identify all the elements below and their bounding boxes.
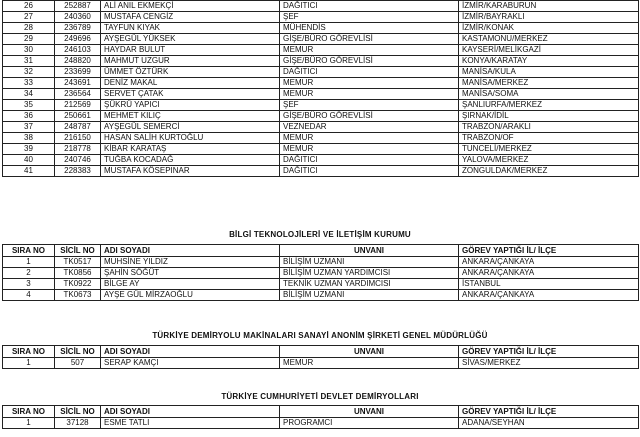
cell-unvani: ŞEF	[280, 100, 459, 111]
cell-sicil-no: 248787	[55, 122, 101, 133]
cell-adi-soyadi: AYŞEGÜL SEMERCİ	[101, 122, 280, 133]
cell-sicil-no: 37128	[55, 418, 101, 429]
cell-sicil-no: TK0856	[55, 268, 101, 279]
cell-gorev-yeri: İZMİR/KARABURUN	[459, 1, 639, 12]
cell-gorev-yeri: KONYA/KARATAY	[459, 56, 639, 67]
cell-gorev-yeri: KASTAMONU/MERKEZ	[459, 34, 639, 45]
cell-unvani: MEMUR	[280, 89, 459, 100]
table-row	[3, 23, 639, 34]
table-row	[3, 34, 639, 45]
header-sicil-no: SİCİL NO	[55, 406, 101, 418]
cell-gorev-yeri: KAYSERİ/MELİKGAZİ	[459, 45, 639, 56]
cell-gorev-yeri: İSTANBUL	[459, 279, 639, 290]
cell-adi-soyadi: KİBAR KARATAŞ	[101, 144, 280, 155]
cell-sicil-no: 228383	[55, 166, 101, 177]
table-row	[3, 78, 639, 89]
cell-gorev-yeri: MANİSA/SOMA	[459, 89, 639, 100]
cell-adi-soyadi: BİLGE AY	[101, 279, 280, 290]
cell-sira-no: 4	[3, 290, 55, 301]
cell-adi-soyadi: ÜMMET ÖZTÜRK	[101, 67, 280, 78]
table-row	[3, 56, 639, 67]
cell-adi-soyadi: HASAN SALİH KURTOĞLU	[101, 133, 280, 144]
cell-unvani: MEMUR	[280, 45, 459, 56]
cell-sira-no: 33	[3, 78, 55, 89]
cell-gorev-yeri: ADANA/SEYHAN	[459, 418, 639, 429]
cell-sira-no: 29	[3, 34, 55, 45]
table-row	[3, 166, 639, 177]
cell-adi-soyadi: MUSTAFA KÖSEPINAR	[101, 166, 280, 177]
cell-sira-no: 26	[3, 1, 55, 12]
cell-sira-no: 27	[3, 12, 55, 23]
cell-adi-soyadi: MUHSİNE YILDIZ	[101, 257, 280, 268]
cell-unvani: MÜHENDİS	[280, 23, 459, 34]
cell-sira-no: 39	[3, 144, 55, 155]
cell-unvani: DAĞITICI	[280, 67, 459, 78]
cell-unvani: GİŞE/BÜRO GÖREVLİSİ	[280, 34, 459, 45]
cell-gorev-yeri: YALOVA/MERKEZ	[459, 155, 639, 166]
header-unvani: UNVANI	[280, 346, 459, 358]
cell-unvani: DAĞITICI	[280, 155, 459, 166]
cell-gorev-yeri: TRABZON/ARAKLI	[459, 122, 639, 133]
header-unvani: UNVANI	[280, 245, 459, 257]
section-title-btk: BİLGİ TEKNOLOJİLERİ VE İLETİŞİM KURUMU	[229, 230, 411, 239]
cell-unvani: DAĞITICI	[280, 166, 459, 177]
cell-sicil-no: 240746	[55, 155, 101, 166]
header-gorev-yeri: GÖREV YAPTIĞI İL/ İLÇE	[459, 406, 639, 418]
table-row	[3, 111, 639, 122]
cell-sicil-no: 236564	[55, 89, 101, 100]
cell-adi-soyadi: TAYFUN KIYAK	[101, 23, 280, 34]
table-row	[3, 67, 639, 78]
cell-sicil-no: TK0922	[55, 279, 101, 290]
cell-unvani: DAĞITICI	[280, 1, 459, 12]
header-sicil-no: SİCİL NO	[55, 346, 101, 358]
header-unvani: UNVANI	[280, 406, 459, 418]
table-row	[3, 12, 639, 23]
cell-sicil-no: TK0517	[55, 257, 101, 268]
table-row	[3, 358, 639, 369]
table-row	[3, 257, 639, 268]
cell-gorev-yeri: ANKARA/ÇANKAYA	[459, 257, 639, 268]
cell-sicil-no: 246103	[55, 45, 101, 56]
cell-sicil-no: 252887	[55, 1, 101, 12]
cell-sira-no: 38	[3, 133, 55, 144]
cell-gorev-yeri: SİVAS/MERKEZ	[459, 358, 639, 369]
cell-gorev-yeri: TRABZON/OF	[459, 133, 639, 144]
table-header-row	[3, 406, 639, 418]
table-row	[3, 268, 639, 279]
table-row	[3, 1, 639, 12]
cell-sira-no: 1	[3, 257, 55, 268]
cell-sira-no: 32	[3, 67, 55, 78]
cell-sicil-no: TK0673	[55, 290, 101, 301]
cell-gorev-yeri: ŞANLIURFA/MERKEZ	[459, 100, 639, 111]
cell-gorev-yeri: ZONGULDAK/MERKEZ	[459, 166, 639, 177]
table-row	[3, 122, 639, 133]
cell-gorev-yeri: İZMİR/BAYRAKLI	[459, 12, 639, 23]
cell-unvani: ŞEF	[280, 12, 459, 23]
header-gorev-yeri: GÖREV YAPTIĞI İL/ İLÇE	[459, 245, 639, 257]
header-sira-no: SIRA NO	[3, 406, 55, 418]
cell-adi-soyadi: MUSTAFA CENGİZ	[101, 12, 280, 23]
cell-unvani: VEZNEDAR	[280, 122, 459, 133]
cell-adi-soyadi: ŞÜKRÜ YAPICI	[101, 100, 280, 111]
table-row	[3, 418, 639, 429]
section-title-tudemsas: TÜRKİYE DEMİRYOLU MAKİNALARI SANAYİ ANONİM ŞİRKETİ GENEL MÜDÜRLÜĞÜ	[152, 331, 488, 340]
cell-sira-no: 31	[3, 56, 55, 67]
cell-gorev-yeri: ANKARA/ÇANKAYA	[459, 268, 639, 279]
cell-adi-soyadi: SERAP KAMÇI	[101, 358, 280, 369]
cell-sira-no: 1	[3, 358, 55, 369]
cell-unvani: BİLİŞİM UZMANI	[280, 290, 459, 301]
cell-sicil-no: 248820	[55, 56, 101, 67]
table-row	[3, 290, 639, 301]
cell-adi-soyadi: AYŞE GÜL MİRZAOĞLU	[101, 290, 280, 301]
cell-unvani: GİŞE/BÜRO GÖREVLİSİ	[280, 111, 459, 122]
cell-gorev-yeri: ŞIRNAK/İDİL	[459, 111, 639, 122]
table-row	[3, 89, 639, 100]
cell-sira-no: 35	[3, 100, 55, 111]
cell-sira-no: 37	[3, 122, 55, 133]
cell-adi-soyadi: AYŞEGÜL YÜKSEK	[101, 34, 280, 45]
cell-adi-soyadi: TUĞBA KOCADAĞ	[101, 155, 280, 166]
table-row	[3, 279, 639, 290]
cell-sicil-no: 233699	[55, 67, 101, 78]
header-adi-soyadi: ADI SOYADI	[101, 406, 280, 418]
cell-unvani: TEKNİK UZMAN YARDIMCISI	[280, 279, 459, 290]
cell-sira-no: 41	[3, 166, 55, 177]
personnel-table-continued	[2, 0, 639, 177]
cell-adi-soyadi: ALİ ANIL EKMEKÇİ	[101, 1, 280, 12]
cell-sicil-no: 250661	[55, 111, 101, 122]
cell-sira-no: 1	[3, 418, 55, 429]
cell-sicil-no: 236789	[55, 23, 101, 34]
cell-sicil-no: 249696	[55, 34, 101, 45]
cell-sicil-no: 212569	[55, 100, 101, 111]
header-adi-soyadi: ADI SOYADI	[101, 346, 280, 358]
cell-sira-no: 34	[3, 89, 55, 100]
table-row	[3, 45, 639, 56]
cell-unvani: MEMUR	[280, 133, 459, 144]
header-sira-no: SIRA NO	[3, 245, 55, 257]
header-sira-no: SIRA NO	[3, 346, 55, 358]
personnel-table-btk	[2, 244, 639, 301]
cell-unvani: MEMUR	[280, 144, 459, 155]
cell-sicil-no: 216150	[55, 133, 101, 144]
cell-sira-no: 2	[3, 268, 55, 279]
personnel-table-tudemsas	[2, 345, 639, 369]
table-header-row	[3, 245, 639, 257]
cell-gorev-yeri: MANİSA/MERKEZ	[459, 78, 639, 89]
cell-unvani: MEMUR	[280, 78, 459, 89]
cell-sicil-no: 218778	[55, 144, 101, 155]
cell-adi-soyadi: MAHMUT UZGUR	[101, 56, 280, 67]
cell-gorev-yeri: İZMİR/KONAK	[459, 23, 639, 34]
cell-gorev-yeri: TUNCELİ/MERKEZ	[459, 144, 639, 155]
table-row	[3, 144, 639, 155]
cell-sicil-no: 507	[55, 358, 101, 369]
table-row	[3, 100, 639, 111]
cell-adi-soyadi: ESME TATLI	[101, 418, 280, 429]
cell-gorev-yeri: ANKARA/ÇANKAYA	[459, 290, 639, 301]
cell-unvani: BİLİŞİM UZMANI	[280, 257, 459, 268]
header-gorev-yeri: GÖREV YAPTIĞI İL/ İLÇE	[459, 346, 639, 358]
cell-sira-no: 40	[3, 155, 55, 166]
cell-unvani: PROGRAMCI	[280, 418, 459, 429]
personnel-table-tcdd	[2, 405, 639, 429]
cell-adi-soyadi: ŞAHİN SÖĞÜT	[101, 268, 280, 279]
cell-gorev-yeri: MANİSA/KULA	[459, 67, 639, 78]
cell-sicil-no: 243691	[55, 78, 101, 89]
cell-sira-no: 36	[3, 111, 55, 122]
cell-sira-no: 28	[3, 23, 55, 34]
section-title-tcdd: TÜRKİYE CUMHURİYETİ DEVLET DEMİRYOLLARI	[221, 392, 419, 401]
cell-adi-soyadi: HAYDAR BULUT	[101, 45, 280, 56]
cell-unvani: MEMUR	[280, 358, 459, 369]
cell-adi-soyadi: MEHMET KILIÇ	[101, 111, 280, 122]
header-adi-soyadi: ADI SOYADI	[101, 245, 280, 257]
cell-sicil-no: 240360	[55, 12, 101, 23]
header-sicil-no: SİCİL NO	[55, 245, 101, 257]
cell-sira-no: 30	[3, 45, 55, 56]
cell-unvani: GİŞE/BÜRO GÖREVLİSİ	[280, 56, 459, 67]
cell-sira-no: 3	[3, 279, 55, 290]
table-row	[3, 133, 639, 144]
cell-unvani: BİLİŞİM UZMAN YARDIMCISI	[280, 268, 459, 279]
cell-adi-soyadi: DENİZ MAKAL	[101, 78, 280, 89]
table-header-row	[3, 346, 639, 358]
table-row	[3, 155, 639, 166]
cell-adi-soyadi: SERVET ÇATAK	[101, 89, 280, 100]
